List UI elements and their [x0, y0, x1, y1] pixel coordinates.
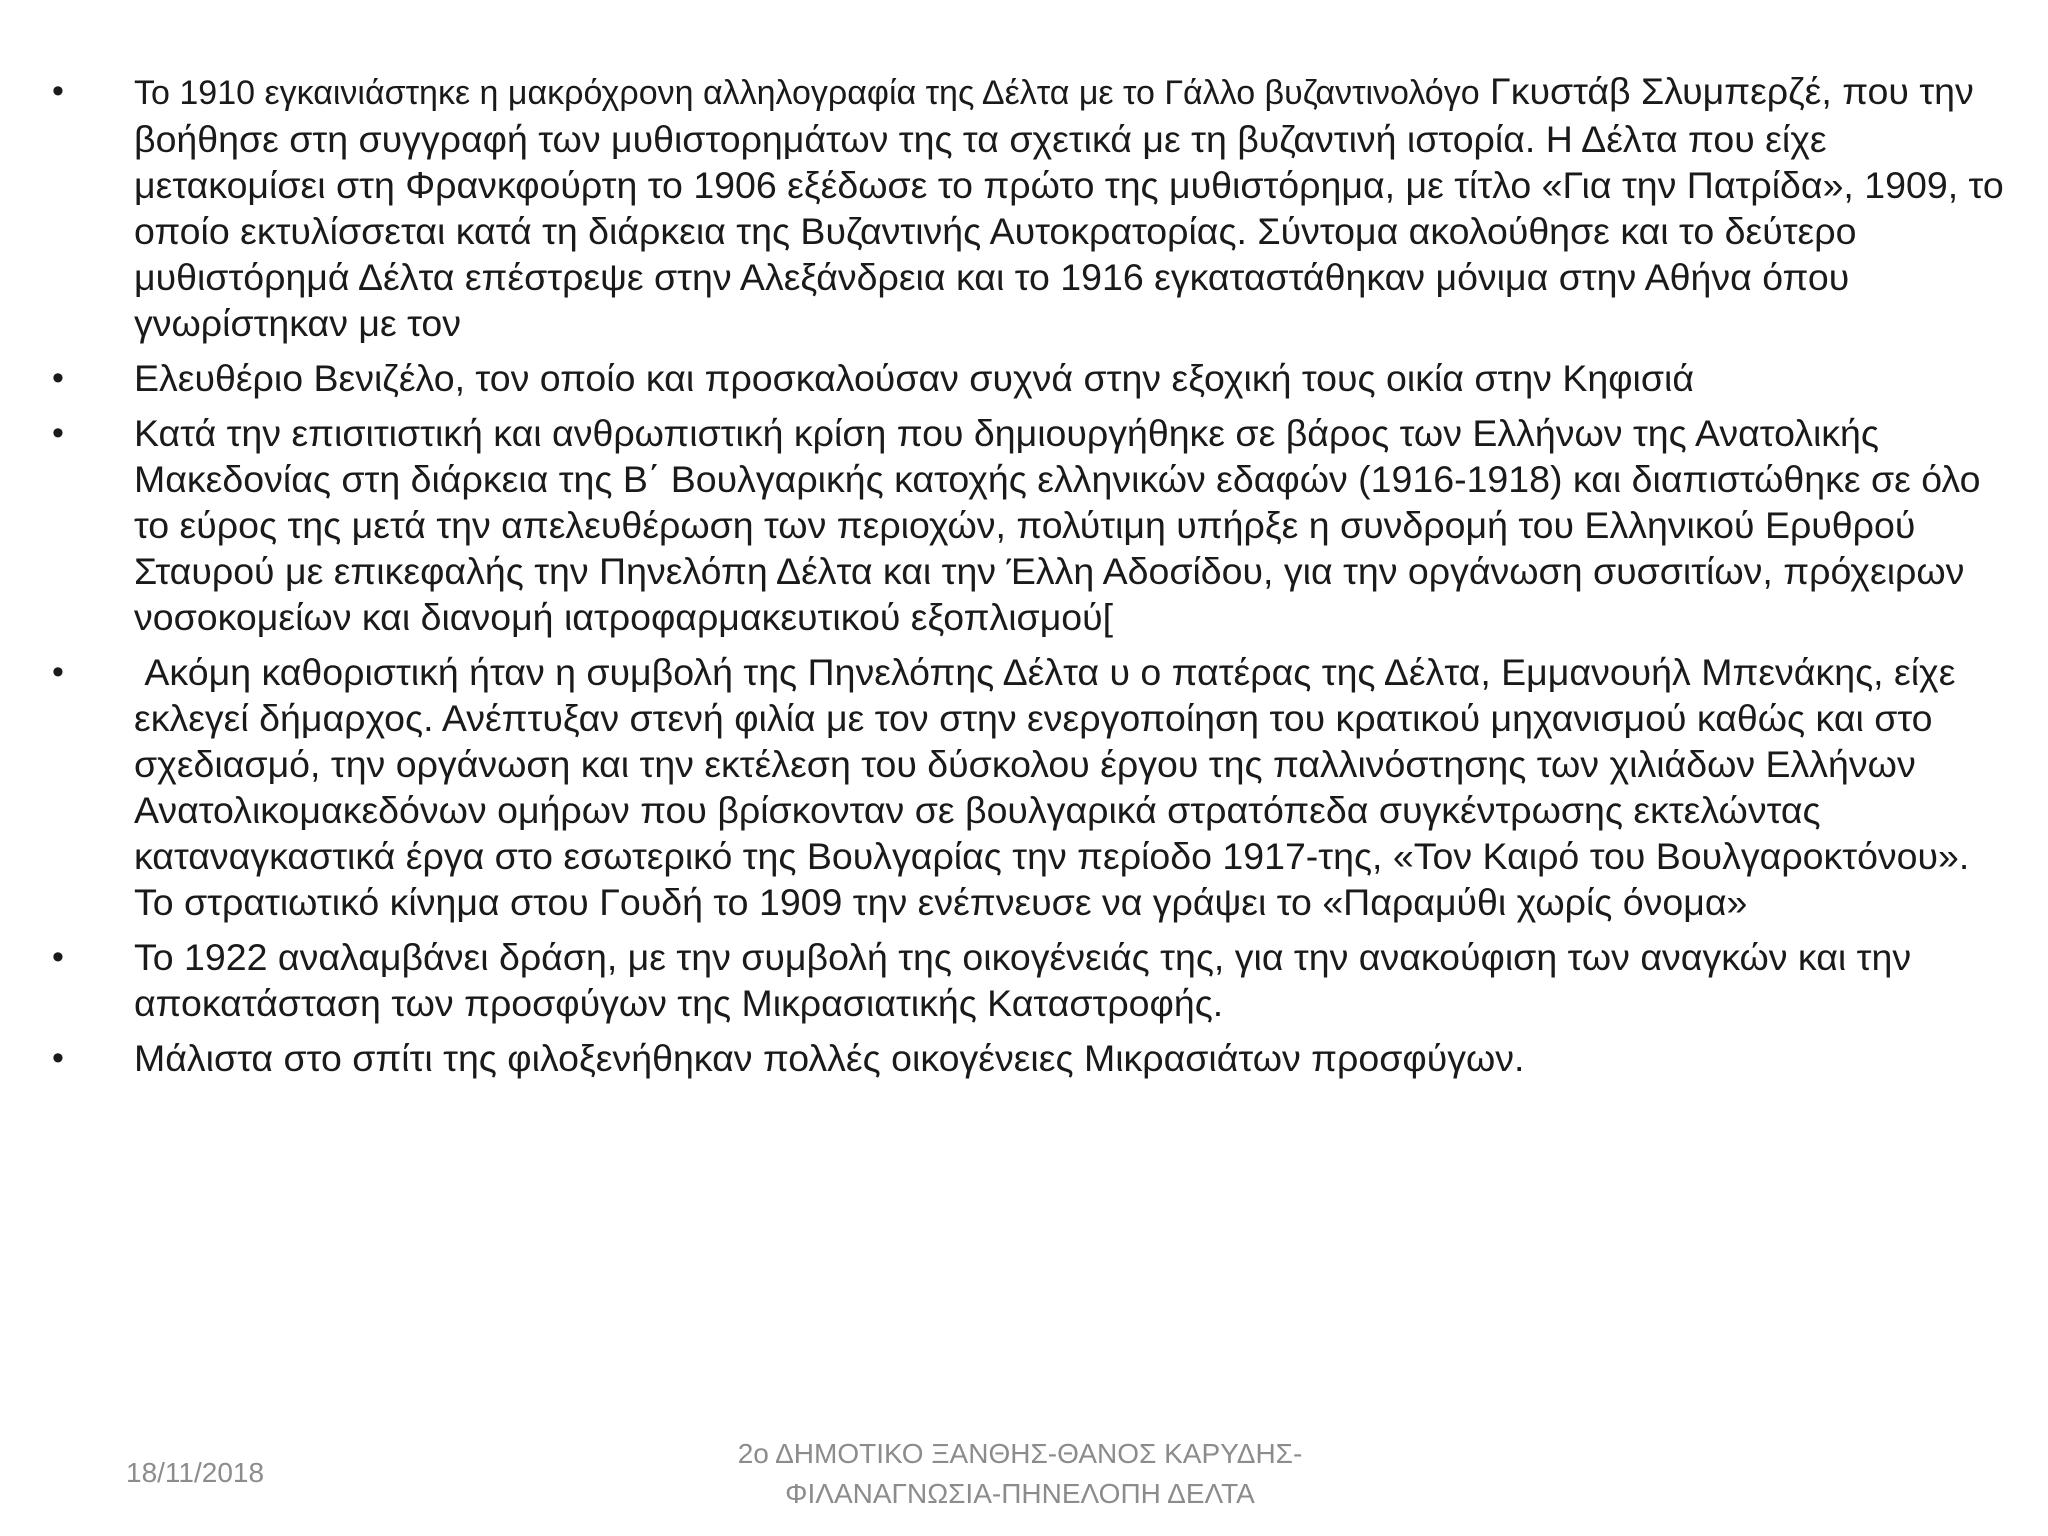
bullet-text: Ακόμη καθοριστική ήταν η συμβολή της Πηνελόπης Δέλτα υ ο πατέρας της Δέλτα, Εμμανουήλ Μπενάκης, είχε εκλεγεί δήμαρχος. Ανέπτυξαν στενή φιλία με τον στην ενεργοποίηση του κρατικού μηχανισμού καθώς και στο σχεδιασμό, την οργάνωση και την εκτέλεση του δύσκολου έργου της παλλινόστησης των χιλιάδων Ελλήνων Ανατολικομακεδόνων ομήρων που βρίσκονταν σε βουλγαρικά στρατόπεδα συγκέντρωσης εκτελώντας καταναγκαστικά έργα στο εσωτερικό της Βουλγαρίας την περίοδο 1917-της, «Τον Καιρό του Βουλγαροκτόνου». Το στρατιωτικό κίνημα στου Γουδή το 1909 την ενέπνευσε να γράψει το «Παραμύθι χωρίς όνομα»	[134, 651, 1980, 923]
bullet-text: Ελευθέριο Βενιζέλο, τον οποίο και προσκαλούσαν συχνά στην εξοχική τους οικία στην Κηφισιά	[134, 357, 1695, 399]
bullet-text-lead: Το 1910 εγκαινιάστηκε η μακρόχρονη αλληλογραφία της Δέλτα με το Γάλλο βυζαντινολόγο	[134, 74, 1480, 112]
bullet-icon: •	[52, 653, 64, 691]
bullet-icon: •	[52, 359, 64, 397]
bullet-item-3	[52, 410, 2012, 640]
bullet-item-4	[52, 649, 2012, 925]
bullet-text: Το 1922 αναλαμβάνει δράση, με την συμβολή της οικογένειάς της, για την ανακούφιση των αναγκών και την αποκατάσταση των προσφύγων της Μικρασιατικής Καταστροφής.	[134, 936, 1912, 1024]
footer-title-line-2: ΦΙΛΑΝΑΓΝΩΣΙΑ-ΠΗΝΕΛΟΠΗ ΔΕΛΤΑ	[785, 1478, 1255, 1509]
bullet-icon: •	[52, 938, 64, 976]
bullet-item-5	[52, 934, 2012, 1026]
bullet-text: Γκυστάβ Σλυμπερζέ, που την βοήθησε στη συγγραφή των μυθιστορημάτων της τα σχετικά με τη βυζαντινή ιστορία. Η Δέλτα που είχε μετακομίσει στη Φρανκφούρτη το 1906 εξέδωσε το πρώτο της μυθιστόρημα, με τίτλο «Για την Πατρίδα», 1909, το οποίο εκτυλίσσεται κατά τη διάρκεια της Βυζαντινής Αυτοκρατορίας. Σύντομα ακολούθησε και το δεύτερο μυθιστόρημά Δέλτα επέστρεψε στην Αλεξάνδρεια και το 1916 εγκαταστάθηκαν μόνιμα στην Αθήνα όπου γνωρίστηκαν με τον	[134, 70, 2004, 344]
bullet-item-6	[52, 1035, 2012, 1081]
bullet-list	[52, 68, 2012, 1090]
bullet-item-1	[52, 68, 2012, 346]
footer-date: 18/11/2018	[126, 1457, 265, 1488]
bullet-icon: •	[52, 414, 64, 452]
bullet-item-2	[52, 355, 2012, 401]
bullet-text: Μάλιστα στο σπίτι της φιλοξενήθηκαν πολλές οικογένειες Μικρασιάτων προσφύγων.	[134, 1037, 1525, 1079]
footer-title-line-1: 2ο ΔΗΜΟΤΙΚΟ ΞΑΝΘΗΣ-ΘΑΝΟΣ ΚΑΡΥΔΗΣ-	[737, 1438, 1303, 1469]
bullet-text: Κατά την επισιτιστική και ανθρωπιστική κρίση που δημιουργήθηκε σε βάρος των Ελλήνων της Ανατολικής Μακεδονίας στη διάρκεια της Β΄ Βουλγαρικής κατοχής ελληνικών εδαφών (1916-1918) και διαπιστώθηκε σε όλο το εύρος της μετά την απελευθέρωση των περιοχών, πολύτιμη υπήρξε η συνδρομή του Ελληνικού Ερυθρού Σταυρού με επικεφαλής την Πηνελόπη Δέλτα και την Έλλη Αδοσίδου, για την οργάνωση συσσιτίων, πρόχειρων νοσοκομείων και διανομή ιατροφαρμακευτικού εξοπλισμού[	[134, 412, 1981, 638]
bullet-icon: •	[52, 72, 64, 110]
footer-title	[640, 1434, 1400, 1514]
bullet-icon: •	[52, 1039, 64, 1077]
